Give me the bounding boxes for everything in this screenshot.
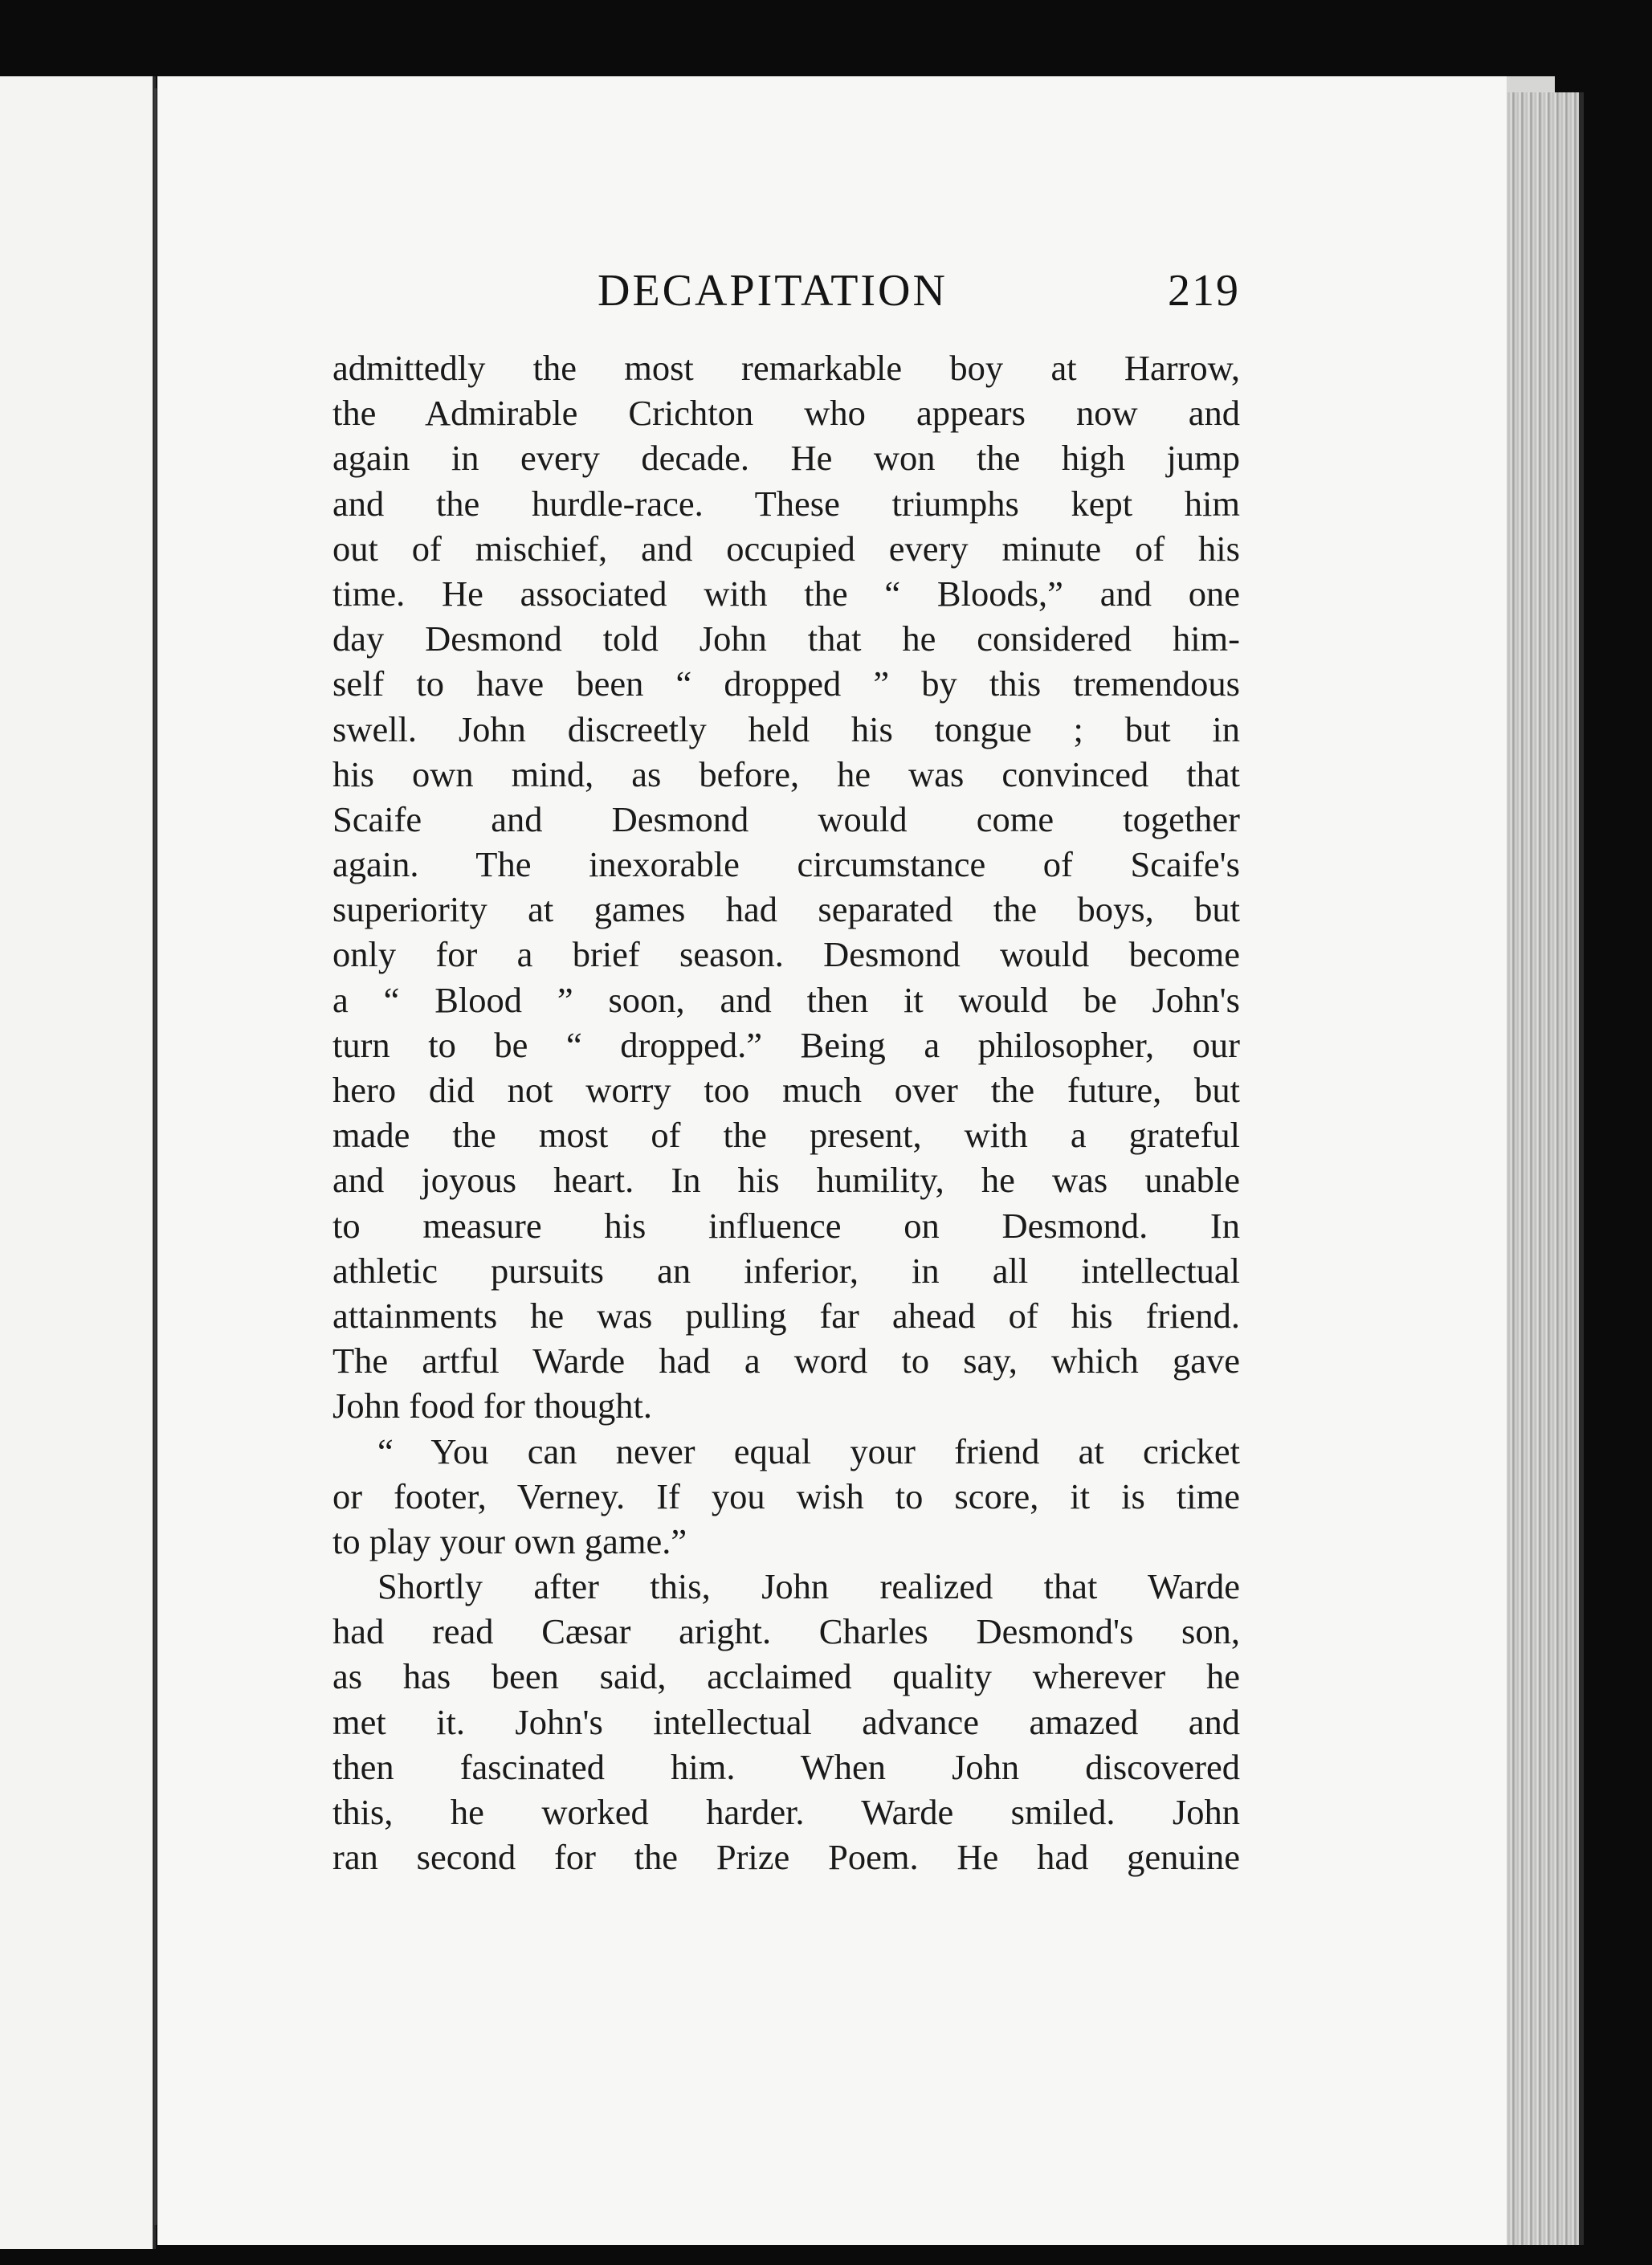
text-line: or footer, Verney. If you wish to score, it is time bbox=[332, 1475, 1240, 1516]
text-line: then fascinated him. When John discovered bbox=[332, 1746, 1240, 1787]
text-line: his own mind, as before, he was convinced that bbox=[332, 753, 1240, 794]
text-line: to measure his influence on Desmond. In bbox=[332, 1205, 1240, 1246]
text-line: The artful Warde had a word to say, which gave bbox=[332, 1341, 1240, 1381]
text-line: made the most of the present, with a grateful bbox=[332, 1115, 1240, 1156]
text-line: turn to be “ dropped.” Being a philosopher, our bbox=[332, 1024, 1240, 1065]
previous-page-edge bbox=[0, 76, 156, 2249]
text-line: day Desmond told John that he considered him- bbox=[332, 618, 1240, 659]
text-line: athletic pursuits an inferior, in all intellectual bbox=[332, 1250, 1240, 1291]
gutter-line bbox=[154, 88, 157, 2225]
body-text bbox=[332, 345, 1240, 1879]
text-line: superiority at games had separated the boys, but bbox=[332, 889, 1240, 930]
text-line: as has been said, acclaimed quality wherever he bbox=[332, 1656, 1240, 1697]
text-line: attainments he was pulling far ahead of his friend. bbox=[332, 1295, 1240, 1336]
page-number: 219 bbox=[1168, 266, 1240, 316]
text-line: this, he worked harder. Warde smiled. John bbox=[332, 1792, 1240, 1832]
text-line: time. He associated with the “ Bloods,” and one bbox=[332, 573, 1240, 614]
text-line: a “ Blood ” soon, and then it would be John's bbox=[332, 979, 1240, 1020]
text-line: Shortly after this, John realized that Warde bbox=[377, 1566, 1240, 1607]
running-title: DECAPITATION bbox=[598, 266, 948, 316]
text-line: self to have been “ dropped ” by this tremendous bbox=[332, 663, 1240, 704]
text-line: hero did not worry too much over the future, but bbox=[332, 1070, 1240, 1110]
text-line: admittedly the most remarkable boy at Harrow, bbox=[332, 348, 1240, 388]
text-line: to play your own game.” bbox=[332, 1520, 687, 1561]
text-line: “ You can never equal your friend at cricket bbox=[377, 1430, 1240, 1471]
running-head bbox=[332, 265, 1240, 321]
text-line: out of mischief, and occupied every minute of his bbox=[332, 528, 1240, 569]
text-line: Scaife and Desmond would come together bbox=[332, 798, 1240, 839]
text-line: and joyous heart. In his humility, he was unable bbox=[332, 1160, 1240, 1201]
text-line: had read Cæsar aright. Charles Desmond's son, bbox=[332, 1611, 1240, 1652]
text-line: and the hurdle-race. These triumphs kept him bbox=[332, 483, 1240, 524]
text-line: John food for thought. bbox=[332, 1386, 653, 1426]
page-block-edges bbox=[1507, 92, 1584, 2245]
text-line: ran second for the Prize Poem. He had genuine bbox=[332, 1837, 1240, 1878]
text-line: met it. John's intellectual advance amazed and bbox=[332, 1701, 1240, 1742]
text-line: again in every decade. He won the high jump bbox=[332, 438, 1240, 479]
text-line: only for a brief season. Desmond would become bbox=[332, 934, 1240, 975]
text-line: the Admirable Crichton who appears now and bbox=[332, 393, 1240, 434]
text-line: swell. John discreetly held his tongue ; but in bbox=[332, 708, 1240, 749]
text-line: again. The inexorable circumstance of Scaife's bbox=[332, 844, 1240, 885]
